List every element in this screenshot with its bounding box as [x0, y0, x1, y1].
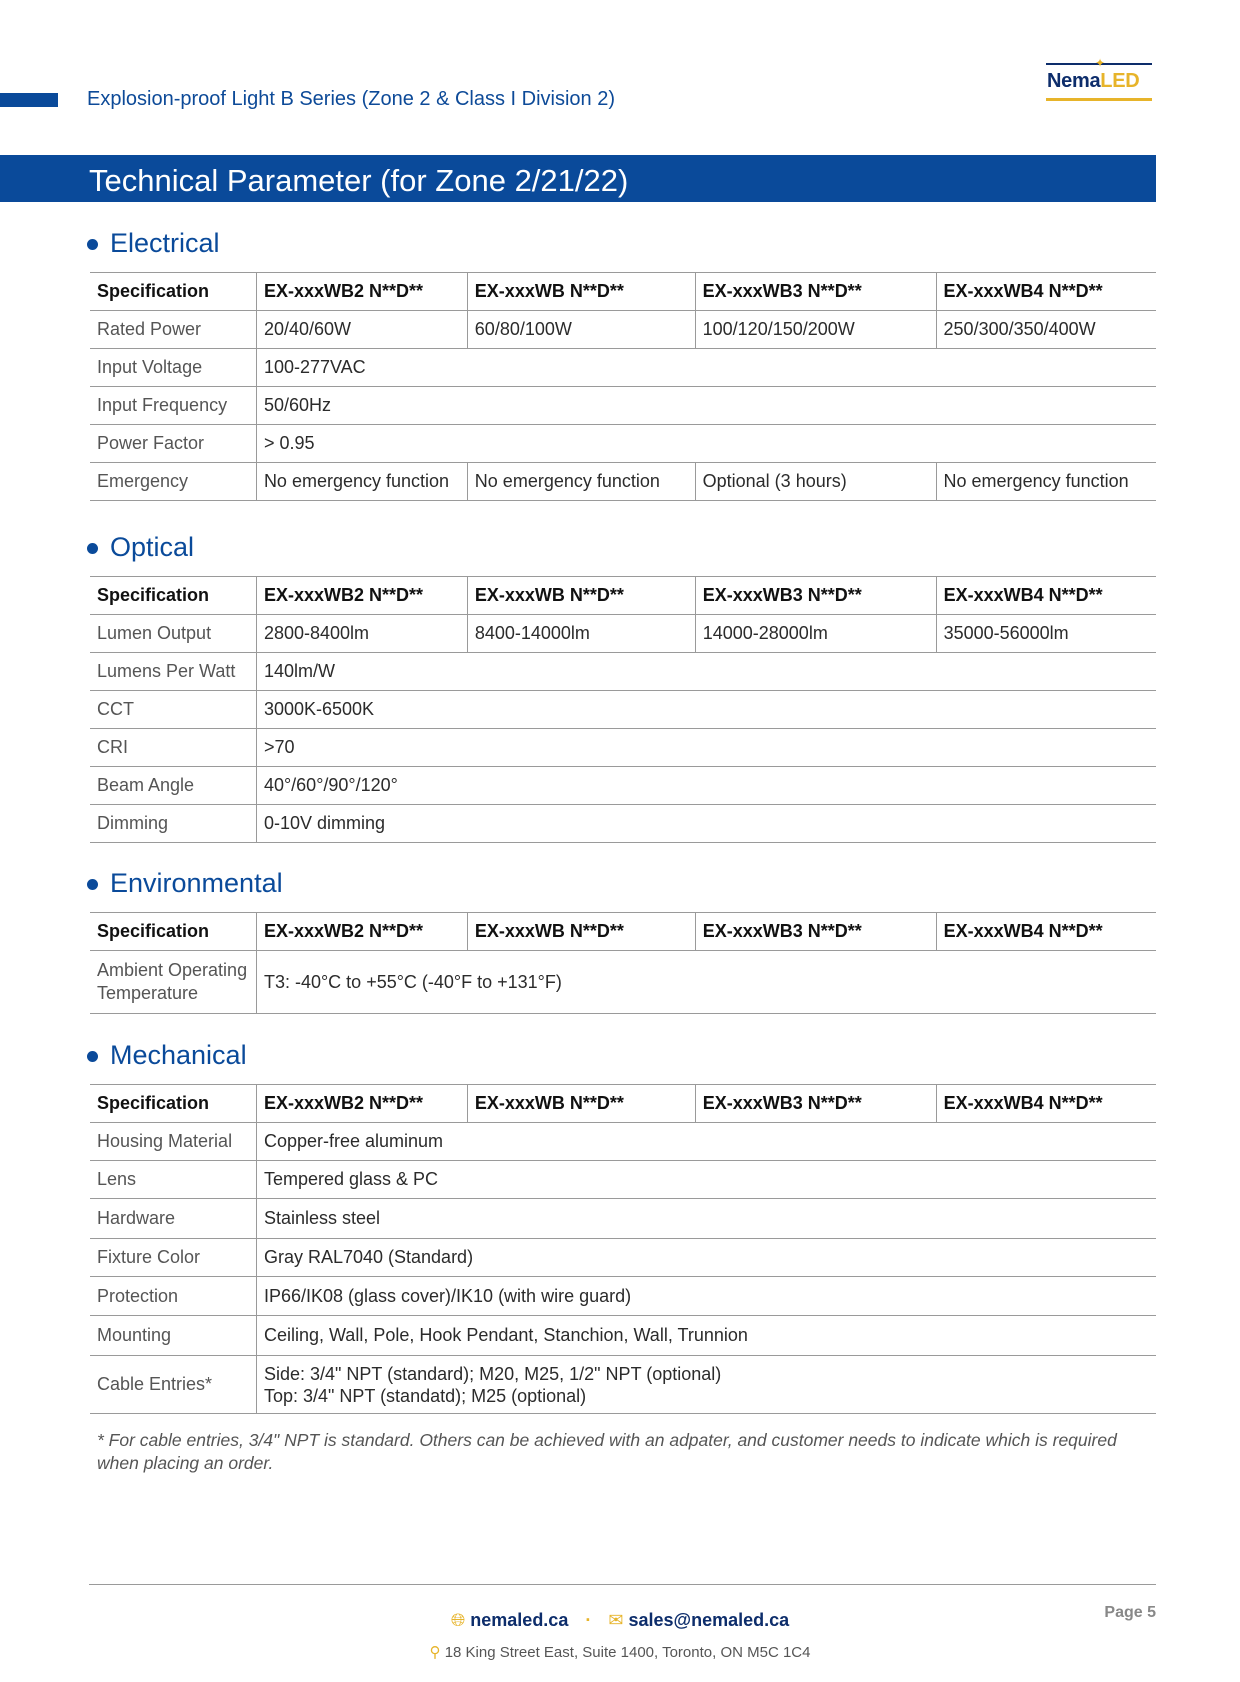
bullet-icon — [87, 543, 98, 554]
table-cell: Stainless steel — [256, 1199, 1156, 1239]
footer-divider — [89, 1584, 1156, 1585]
table-cell: > 0.95 — [256, 425, 1156, 463]
header-cell: Specification — [90, 577, 256, 615]
table-row — [90, 951, 1156, 1014]
table-row — [90, 805, 1156, 843]
section-title: Electrical — [110, 228, 220, 258]
page-title: Technical Parameter (for Zone 2/21/22) — [89, 163, 629, 198]
table-cell: Side: 3/4" NPT (standard); M20, M25, 1/2" NPT (optional) Top: 3/4" NPT (standatd); M25 (optional) — [256, 1356, 1156, 1414]
row-label: Housing Material — [90, 1123, 256, 1161]
email-link[interactable]: sales@nemaled.ca — [628, 1610, 790, 1630]
table-cell: 0-10V dimming — [256, 805, 1156, 843]
mail-icon: ✉ — [608, 1610, 624, 1630]
address-text: 18 King Street East, Suite 1400, Toronto, ON M5C 1C4 — [444, 1644, 811, 1661]
table-cell: >70 — [256, 729, 1156, 767]
table-cell: Optional (3 hours) — [695, 463, 936, 501]
header-cell: EX-xxxWB4 N**D** — [936, 273, 1156, 311]
row-label: CRI — [90, 729, 256, 767]
location-pin-icon: ⚲ — [429, 1644, 441, 1661]
table-row — [90, 1356, 1156, 1414]
table-header-row — [90, 1085, 1156, 1123]
optical-table — [90, 576, 1156, 843]
table-row — [90, 691, 1156, 729]
table-row — [90, 1239, 1156, 1277]
table-cell: 20/40/60W — [256, 311, 467, 349]
environmental-table — [90, 912, 1156, 1014]
row-label: Input Frequency — [90, 387, 256, 425]
row-label: Beam Angle — [90, 767, 256, 805]
bullet-icon — [87, 1051, 98, 1062]
row-label: Rated Power — [90, 311, 256, 349]
header-cell: EX-xxxWB3 N**D** — [695, 1085, 936, 1123]
header-cell: EX-xxxWB4 N**D** — [936, 1085, 1156, 1123]
table-row — [90, 653, 1156, 691]
table-cell: IP66/IK08 (glass cover)/IK10 (with wire guard) — [256, 1277, 1156, 1316]
header-cell: EX-xxxWB N**D** — [467, 577, 695, 615]
logo-bottom-rule — [1046, 98, 1152, 101]
table-cell: 50/60Hz — [256, 387, 1156, 425]
table-cell: Copper-free aluminum — [256, 1123, 1156, 1161]
table-row — [90, 1161, 1156, 1199]
website-link[interactable]: nemaled.ca — [470, 1610, 569, 1630]
row-label: Input Voltage — [90, 349, 256, 387]
table-cell: T3: -40°C to +55°C (-40°F to +131°F) — [256, 951, 1156, 1014]
page-title-banner — [0, 155, 1156, 202]
table-row — [90, 1277, 1156, 1316]
table-row — [90, 463, 1156, 501]
table-cell: 100-277VAC — [256, 349, 1156, 387]
table-row — [90, 425, 1156, 463]
row-label: CCT — [90, 691, 256, 729]
footer-address — [0, 1643, 1240, 1661]
table-row — [90, 387, 1156, 425]
table-row — [90, 1316, 1156, 1356]
row-label: Lumens Per Watt — [90, 653, 256, 691]
table-row — [90, 729, 1156, 767]
table-cell: 3000K-6500K — [256, 691, 1156, 729]
section-title: Environmental — [110, 868, 283, 898]
table-row — [90, 1199, 1156, 1239]
mechanical-table — [90, 1084, 1156, 1414]
header-cell: EX-xxxWB3 N**D** — [695, 577, 936, 615]
table-cell: No emergency function — [936, 463, 1156, 501]
table-cell: Tempered glass & PC — [256, 1161, 1156, 1199]
row-label: Power Factor — [90, 425, 256, 463]
header-cell: EX-xxxWB N**D** — [467, 1085, 695, 1123]
row-label: Dimming — [90, 805, 256, 843]
table-cell: 14000-28000lm — [695, 615, 936, 653]
row-label: Lumen Output — [90, 615, 256, 653]
table-row — [90, 311, 1156, 349]
table-cell: No emergency function — [256, 463, 467, 501]
header-cell: EX-xxxWB2 N**D** — [256, 1085, 467, 1123]
header-cell: EX-xxxWB2 N**D** — [256, 913, 467, 951]
row-label: Fixture Color — [90, 1239, 256, 1277]
cable-entries-footnote: * For cable entries, 3/4" NPT is standard. Others can be achieved with an adpater, and customer needs to indicate which is required when placing an order. — [97, 1430, 1117, 1473]
footer-contact — [0, 1610, 1240, 1631]
bullet-icon — [87, 239, 98, 250]
bullet-icon — [87, 879, 98, 890]
header-cell: Specification — [90, 1085, 256, 1123]
section-title: Mechanical — [110, 1040, 247, 1070]
header-cell: EX-xxxWB N**D** — [467, 273, 695, 311]
logo-wordmark: NemaLED — [1047, 70, 1140, 92]
row-label: Mounting — [90, 1316, 256, 1356]
header-accent-bar — [0, 93, 58, 107]
row-label: Ambient Operating Temperature — [90, 951, 256, 1014]
page-number: Page 5 — [1104, 1604, 1156, 1621]
table-header-row — [90, 913, 1156, 951]
globe-icon: 🌐︎ — [450, 1610, 466, 1630]
document-title: Explosion-proof Light B Series (Zone 2 & Class I Division 2) — [87, 88, 616, 110]
header-cell: Specification — [90, 913, 256, 951]
header-cell: EX-xxxWB N**D** — [467, 913, 695, 951]
table-row — [90, 767, 1156, 805]
header-cell: EX-xxxWB4 N**D** — [936, 913, 1156, 951]
nemaled-logo — [1046, 57, 1152, 105]
table-cell: 8400-14000lm — [467, 615, 695, 653]
table-cell: 140lm/W — [256, 653, 1156, 691]
header-cell: EX-xxxWB3 N**D** — [695, 913, 936, 951]
table-cell: 2800-8400lm — [256, 615, 467, 653]
section-title: Optical — [110, 532, 195, 562]
table-header-row — [90, 273, 1156, 311]
header-cell: EX-xxxWB2 N**D** — [256, 273, 467, 311]
table-row — [90, 349, 1156, 387]
logo-leaf-icon: ✦ — [1095, 56, 1106, 70]
electrical-table — [90, 272, 1156, 501]
table-cell: 60/80/100W — [467, 311, 695, 349]
table-cell: 35000-56000lm — [936, 615, 1156, 653]
table-cell: No emergency function — [467, 463, 695, 501]
table-row — [90, 615, 1156, 653]
table-cell: 250/300/350/400W — [936, 311, 1156, 349]
table-cell: Gray RAL7040 (Standard) — [256, 1239, 1156, 1277]
table-row — [90, 1123, 1156, 1161]
row-label: Emergency — [90, 463, 256, 501]
header-cell: EX-xxxWB3 N**D** — [695, 273, 936, 311]
row-label: Protection — [90, 1277, 256, 1316]
table-cell: 40°/60°/90°/120° — [256, 767, 1156, 805]
table-cell: Ceiling, Wall, Pole, Hook Pendant, Stanchion, Wall, Trunnion — [256, 1316, 1156, 1356]
row-label: Cable Entries* — [90, 1356, 256, 1414]
separator-dot: · — [585, 1610, 592, 1630]
header-cell: Specification — [90, 273, 256, 311]
table-cell: 100/120/150/200W — [695, 311, 936, 349]
table-header-row — [90, 577, 1156, 615]
row-label: Lens — [90, 1161, 256, 1199]
header-cell: EX-xxxWB4 N**D** — [936, 577, 1156, 615]
row-label: Hardware — [90, 1199, 256, 1239]
header-cell: EX-xxxWB2 N**D** — [256, 577, 467, 615]
